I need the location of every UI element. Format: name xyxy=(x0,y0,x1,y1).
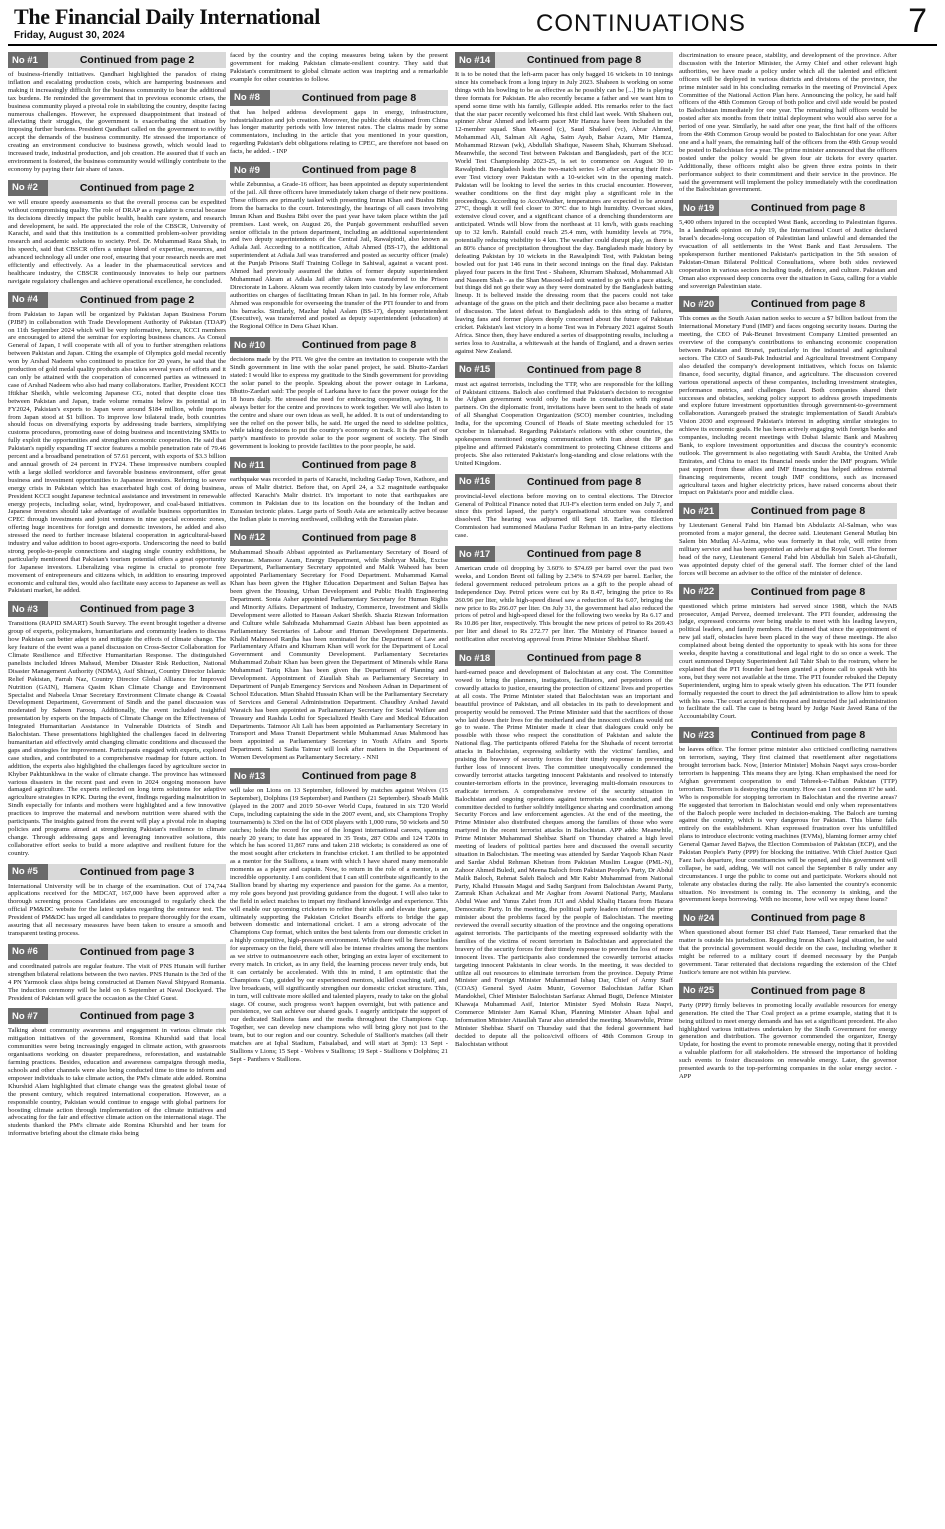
story xyxy=(230,52,448,84)
continued-from-label: Continued from page 8 xyxy=(750,585,866,598)
continued-from-label: Continued from page 8 xyxy=(301,459,417,472)
story xyxy=(679,296,897,497)
story-body: from Pakistan to Japan will be organized by Pakistan Japan Business Forum (PJBF) in collaboration with Trade Development Authority of Pakistan (TDAP) on 11th September 2024 which will be very informative, hence, KCCI members are encouraged to attend the seminar for exploring business chances. As Consul General of Japan, I will cooperate with all of you to further strengthen relations between Pakistan and Japan. Citing the example of Olympics gold medal recently won by Arshad Nadeem who continued to practice for 20 years, he said that the production of gold medal quality products also takes several years of efforts and it can only be attained with the cooperation of concerned parties as witnessed in case of Arshad Nadeem who also had many collaborators. Earlier, President KCCI Iftikhar Sheikh, while welcoming Japanese CG, noted that despite close ties between Pakistan and Japan, trade volume remains below its potential at in FY2024, Pakistan's exports to Japan were around $184 million, while imports from Japan stood at $1 billion. To improve low bilateral trade, both countries should focus on diversifying exports by addressing trade barriers, simplifying customs procedures, promoting ease of doing business and incentivizing SMEs to fully exploit the opportunities and strengthen economic cooperation. He said that Pakistan's rapidly expanding IT sector features a mobile penetration rate of 79.46 percent and a broadband penetration of 57.61 percent, with exports of $3.3 billion and annual growth of 24 percent in FY24. These impressive numbers coupled with a large skilled workforce and favorable business environment, offer great business and investment opportunities to Japanese investors. Referring to severe energy crisis in Pakistan which has exacerbated high cost of doing business, President KCCI sought Japanese technical assistance and investment in renewable energy projects, including solar, wind, hydropower, and coal-based initiatives. Japanese investors should take advantage of available business opportunities in CPEC through investments and joint ventures in nine special economic zones, offering huge incentives for foreign and domestic investors, he added and also stressed the need to further increase bilateral cooperation in agricultural-based industry and value addition to boost agro-exports. Underscoring the need to build strong people-to-people connections and staging single country exhibitions, he particularly mentioned that Pakistan's tourism potential offers a great opportunity for Japanese investors. Liberalizing visa regime is crucial to promote free movement of entrepreneurs and citizens which, in addition to ensuring improved economic and cultural ties, would also facilitate easy access to Japanese as well as Pakistani market, he added. xyxy=(8,310,226,595)
story-body: 5,400 others injured in the occupied West Bank, according to Palestinian figures. In a landmark opinion on July 19, the International Court of Justice declared Israel's decades-long occupation of Palestinian land unlawful and demanded the evacuation of all settlements in the West Bank and East Jerusalem. The spokesperson further mentioned Pakistan's participation in the 5th session of Pakistan-Oman Bilateral Political Consultations, where both sides reviewed cooperation in various sectors including trade, defence, and culture. Pakistan and Oman also expressed deep concerns over the situation in Gaza, calling for a viable and sovereign Palestinian state. xyxy=(679,219,897,290)
masthead xyxy=(8,4,937,46)
continued-from-label: Continued from page 8 xyxy=(750,729,866,742)
story xyxy=(455,474,673,540)
story-number: No #23 xyxy=(679,727,719,743)
story-number: No #19 xyxy=(679,200,719,216)
story-body: that has helped address development gaps in energy, infrastructure, industrialization and job creation. Moreover, the public debt obtained from China has longer maturity periods with low interest rates. The claims made by some commentators, including in the article that you mentioned in your question, regarding Pakistan's debt obligations relating to CPEC, are therefore not based on facts, he added. - INP xyxy=(230,108,448,156)
continued-from-label: Continued from page 8 xyxy=(526,475,642,488)
story-body: American crude oil dropping by 3.60% to $74.69 per barrel over the past two weeks, and London Brent oil falling by 2.34% to $74.69 per barrel. Earlier, the federal government reduced petroleum prices as a gift to the people ahead of Independence Day. Petrol prices were cut by Rs 8.47, bringing the price to Rs 260.96 per liter, while high-speed diesel saw a reduction of Rs 6.07, bringing the new price to Rs 266.07 per liter. On July 31, the government had also reduced the prices of petrol and high-speed diesel for the following two weeks by Rs 6.17 and Rs 10.86 per liter, respectively. This brought the new prices of petrol to Rs 269.43 per liter and diesel to Rs 272.77 per liter. The Ministry of Finance issued a notification after receiving approval from Prime Minister Shehbaz Sharif. xyxy=(455,565,673,644)
story-header xyxy=(455,650,673,666)
story-number: No #12 xyxy=(230,530,270,546)
continued-from-label: Continued from page 8 xyxy=(750,912,866,925)
story-body: decisions made by the PTI. We give the centre an invitation to cooperate with the Sindh government in line with the solar panel project, he said. Bhutto-Zardari stated: I would like to express my gratitude to the Sindh government for providing the solar panel to the people. Speaking about the power outage in Larkana, Bhutto-Zardari said: The people of Larkana have to face the power outage for the 18 hours daily. He stressed the need for embracing cooperation, saying, It is always better for the centre and provinces to work together. We will also listen to the centre and share our own ideas as well, he added. It is out of understanding to see the relief on the power bills, he said. He urged the need to sideline politics, while taking decisions to put the country's economy on track. It is the part of our party's manifesto to provide solar to the poor segment of society. The Sindh government is looking to provide facilities to the poor people, he said. xyxy=(230,356,448,451)
story-number: No #25 xyxy=(679,983,719,999)
story xyxy=(230,457,448,523)
story-body: It is to be noted that the left-arm pacer has only bagged 16 wickets in 10 innings since his comeback from a long injury in July 2023. Shaheen is working on some things with his bowling to be as effective as he possibly can be [...] He is playing three formats for Pakistan. He also recently became a father and we want him to spend some time with his family, Gillespie added. His remarks refer to the fact that the star pacer recently welcomed his first child last week. With Shaheen out, spinner Abrar Ahmed and left-arm pacer Mir Hamza have been included in the 12-member squad. Shan Masood (c), Saud Shakeel (vc), Abrar Ahmed, Mohammad Ali, Salman Ali Agha, Saim Ayub, Babar Azam, Mir Hamza, Mohammad Rizwan (wk), Abdullah Shafique, Naseem Shah, Khurram Shehzad. Meanwhile, the second Test between Pakistan and Bangladesh, part of the ICC World Test Championship 2023-25, is set to commence on August 30 in Rawalpindi. Bangladesh leads the two-match series 1-0 after securing their first-ever Test victory over Pakistan with a 10-wicket win in the opening match. Pakistan will be looking to level the series in this crucial encounter. However, weather conditions on the first day might play a significant role in the proceedings. According to AccuWeather, temperatures are expected to be around 27°C, though it will feel closer to 30°C due to high humidity. Overcast skies, extensive cloud cover, and a significant chance of a drenching thunderstorm are anticipated. Winds will blow from the northeast at 11 km/h, with gusts reaching up to 32 km/h. Rainfall could reach 25.4 mm, with humidity levels at 79%, potentially reducing visibility to 4 km. The weather could disrupt play, as there is an 80% chance of precipitation throughout the day. Bangladesh made history by defeating Pakistan by 10 wickets in the Rawalpindi Test, with Pakistan being bowled out for just 146 runs in their second innings on the final day. Pakistan played four pacers in the first Test - Shaheen, Khurram Shahzad, Mohammad Ali and Naseem Shah - as the Shan Masood-led unit wanted to go with a pace attack, but things did not go their way as they were dominated by the Bangladesh batting lineup. It is believed inside the dressing room that the pacers could not take advantage of the grass on the pitch and their declining pace also became a matter of discussion. The latest defeat to Bangladesh adds to this string of failures, leaving fans and former players deeply concerned about the future of Pakistan cricket. Pakistan's last victory in a home Test was in February 2021 against South Africa. Since then, they have endured a series of disappointing results, including a series loss to Australia, a whitewash at the hands of England, and a drawn series against New Zealand. xyxy=(455,71,673,355)
story xyxy=(679,503,897,577)
story-body: Muhammad Shoaib Abbasi appointed as Parliamentary Secretary of Board of Revenue. Mansoor Azam, Energy Department, while Shehryar Malik, Excise Department, Parliamentary Secretary appointed and Malik Waheed has been appointed Parliamentary Secretary for Food Department. Muhammad Kamal Khan has been given the Higher Education Department and Sultan Bajwa has been given the Housing, Urban Development and Public Health Engineering Department. Sonia Asher appointed Parliamentary Secretary for Human Rights and Minority Affairs. Department of Industry, Commerce, Investment and Skills Development were allotted to Hassan Askari Sheikh. Shazia Rizwan Information and Culture while Sahibzada Muhammad Gazin Abbasi has been appointed as Parliamentary Secretaries of Labour and Human Development Departments. Khalid Mahmood Ranjha has been nominated for the Department of Law and Parliamentary Affairs and Khurram Khan will work for the Department of Local Government and Community Development. Parliamentary Secretaries Muhammad Zubair Khan has been given the Department of Minerals while Rana Muhammad Tariq Khan has been given the Department of Planning and Development. Appointment of Ziaullah Shah as Parliamentary Secretary in Department of Punjab Emergency Services and Nosheen Adnan in Department of School Education. Mian Shahid Hussain Khan will be the Parliamentary Secretary of Services and General Administration Department. Chaudhry Arshad Javaid Waraich has been appointed as Parliamentary Secretary for Social Welfare and Treasury and Rashda Lodhi for Specialized Health Care and Medical Education Departments. Taimoor Ali Lali has been appointed as Parliamentary Secretary in Transport and Mass Transit Department while Muhammad Anas Mahmood has been appointed as Parliamentary Secretary in Youth Affairs and Sports Department. Salmi Sadia Taimur will look after matters in the Department of Women Development as Parliamentary Secretary. - NNI xyxy=(230,548,448,762)
continued-from-label: Continued from page 3 xyxy=(79,865,195,878)
story-header xyxy=(679,983,897,999)
story-header xyxy=(679,584,897,600)
story-body: while Zebunnisa, a Grade-16 officer, has been appointed as deputy superintendent of the jail. All three officers have immediately taken charge of their new positions. These officers are primarily tasked with presenting Imran Khan and Bushra Bibi from the barracks to the court. Interestingly, the hearings of all cases involving Imran Khan and Bushra Bibi over the past year have taken place within the jail premises. Last week, on August 26, the Punjab government reshuffled seven senior officials in the prison department, including an additional superintendent and two deputy superintendents of the Central Jail, Rawalpindi, also known as Adiala Jail. According to a notification, Aftab Ahmed (BS-17), the additional superintendent at Adiala Jail was transferred and posted as security officer (male) at the Punjab Prisons Staff Training College in Sahiwal, against a vacant post. Ahmed had previously assumed the duties of former deputy superintendent Muhammad Akram at Adiala Jail after Akram was transferred to the Prison Directorate in Lahore. Akram was recently taken into custody by law enforcement authorities on charges of facilitating Imran Khan in jail. In his former role, Aftab Ahmed was responsible for overseeing the transfer of the PTI founder to and from his barracks. Similarly, Mazhar Iqbal Aslam (BS-17), deputy superintendent (Executive), was transferred and posted as deputy superintendent (education) at the Regional Office in Dera Ghazi Khan. xyxy=(230,181,448,331)
story-number: No #4 xyxy=(8,292,48,308)
story-number: No #1 xyxy=(8,52,48,68)
story xyxy=(679,584,897,722)
story-number: No #11 xyxy=(230,457,270,473)
story-number: No #7 xyxy=(8,1008,48,1024)
story-body: be leaves office. The former prime minister also criticised conflicting narratives on terrorism, saying, They first claimed that resettlement after negotiations brought terrorism back. Now, [Interior Minister] Mohsin Naqvi says cross-border terrorism is happening. This means they are lying. Khan emphasised the need for Afghan government cooperation to end Tehreek-e-Taliban Pakistan (TTP) terrorism. Terrorism is destroying the country. How can I not condemn it? he said. Who is responsible for stopping terrorism in Balochistan and the riverine areas? He suggested that terrorism in Balochistan would end only when representatives of the Baloch people were included in decision-making. The Baloch are turning against the country, which is very dangerous for Pakistan. This blame falls entirely on the establishment. Khan expressed frustration over his unfulfilled plans to introduce electronic voting machines (EVMs), blaming former army chief General Qamar Javed Bajwa, the Election Commission of Pakistan (ECP), and the Pakistan People's Party (PPP) for blocking the initiative. With Chief Justice Qazi Faez Isa's departure, four constituencies will be opened, and this government will collapse, he said, adding, We will not cancel the September 8 rally under any circumstances. I urge the public to come out and participate. Workers should not tolerate any obstacles during the rally. He also lamented the country's economic situation. No investment is coming in. The economy is sinking, and the government keeps borrowing. With no income, how will we repay these loans? xyxy=(679,746,897,904)
story-header xyxy=(679,200,897,216)
continued-from-label: Continued from page 8 xyxy=(750,202,866,215)
story-number: No #8 xyxy=(230,90,270,106)
story-header xyxy=(230,457,448,473)
story xyxy=(230,337,448,451)
story xyxy=(679,910,897,976)
story-number: No #24 xyxy=(679,910,719,926)
continued-from-label: Continued from page 8 xyxy=(301,91,417,104)
story-body: must act against terrorists, including the TTP, who are responsible for the killing of Pakistani citizens. Baloch also confirmed that Pakistan's decision to recognise the Afghan government would only be made in consultation with regional partners. On the diplomatic front, invitations have been sent to the heads of state of all Shanghai Cooperation Organization (SCO) member countries, including India, for the upcoming Council of Heads of State meeting scheduled for 15 October in Islamabad. Regarding Pakistan's relations with other countries, the spokesperson mentioned ongoing communication with Iran about the IP gas pipeline and affirmed Pakistan's commitment to protecting Chinese citizens and projects. She also reiterated Pakistan's long-standing and close relations with the United Kingdom. xyxy=(455,380,673,467)
story xyxy=(8,864,226,938)
story-number: No #13 xyxy=(230,768,270,784)
story-number: No #20 xyxy=(679,296,719,312)
continued-from-label: Continued from page 2 xyxy=(79,54,195,66)
continued-from-label: Continued from page 8 xyxy=(301,164,417,177)
story-body: questioned which prime ministers had served since 1988, which the NAB prosecutor, Amjad Pervez, deemed irrelevant. The PTI founder, addressing the judge, expressed concerns over being unable to meet with his leading lawyers, political leaders, and family members. He claimed that since the appointment of new jail staff, obstacles have been placed in the way of these meetings. He also complained about being denied the opportunity to speak with his sons for three weeks, despite having a constitutional and legal right to do so once a week. The court summoned Deputy Superintendent Jail Tahir Shah to the rostrum, where he explained that the PTI founder had been granted a phone call to speak with his sons, but they were not available at the time. The PTI founder rebuked the Deputy Superintendent, urging him to speak wisely given his education. The PTI founder formally requested the court to direct the jail administration to allow him to speak with his sons. The court accepted this request and instructed the jail administration to facilitate the call. The case is being heard by Judge Nasir Javed Rana of the Accountability Court. xyxy=(679,602,897,721)
continued-from-label: Continued from page 8 xyxy=(526,54,642,66)
newspaper-title[interactable]: The Financial Daily International xyxy=(14,4,321,29)
continued-from-label: Continued from page 8 xyxy=(526,548,642,561)
story-body: we will ensure speedy assessments so that the overall process can be expedited without compromising quality. The role of DRAP as a regulator is crucial because its decisions directly impact the public health, health care system, and research and development, he said. He appreciated the role of the CBSCR, University of Karachi, and said that this institution is a committed problem-solver providing research and academic solutions to society. Prof. Dr. Muhammad Raza Shah, in his speech, said that CBSCR offers a unique blend of expertise, resources, and advanced technology all under one roof, ensuring that your research needs are met efficiently and effectively. As a leader in the pharmaceutical services and healthcare industry, the CBSCR continuously innovates to help our partners navigate regulatory challenges and achieve operational excellence, he concluded. xyxy=(8,198,226,285)
story-body: provincial-level elections before moving on to central elections. The Director General of Political Finance noted that JUI-F's election term ended on July 7, and since this period lapsed, the party's organisational structure was considered dissolved. The hearing was adjourned till Sept 18. Earlier, the Election Commission had summoned Maulana Fazlur Rehman in an intra-party elections case. xyxy=(455,492,673,540)
story xyxy=(230,90,448,156)
story xyxy=(230,530,448,762)
story xyxy=(8,292,226,596)
continued-from-label: Continued from page 8 xyxy=(301,770,417,783)
story-number: No #2 xyxy=(8,180,48,196)
story-header xyxy=(455,362,673,378)
issue-date: Friday, August 30, 2024 xyxy=(14,30,125,41)
story-number: No #6 xyxy=(8,944,48,960)
story xyxy=(679,52,897,194)
story-body: earthquake was recorded in parts of Karachi, including Gadap Town, Kathore, and areas of Malir district. Before that, on April 24, a 3.2 magnitude earthquake affected Karachi's Malir district. It's important to note that earthquakes are common in Pakistan due to its location on the boundary of the Indian and Eurasian tectonic plates. Large parts of South Asia are seismically active because the Indian plate is moving northward, colliding with the Eurasian plate. xyxy=(230,476,448,523)
story-body: will take on Lions on 13 September, followed by matches against Wolves (15 September), Dolphins (19 September) and Panthers (21 September). Shoaib Malik (played in the 2007 and 2019 50-over World Cups, featured in six T20 World Cups, including captaining the side in the 2007 event, and, six Champions Trophy tournaments) is 33rd on the list of ODI players with 1,000 runs, 50 wickets and 50 catches; holds the record for one of the longest international careers, spanning nearly 20 years; to date has appeared in 35 Tests, 287 ODIs and 124 T20Is in which he has scored 11,867 runs and taken 218 wickets; is considered as one of the most sought after cricketers in franchise cricket. I am thrilled to be appointed as a mentor for the Stallions, a team with which I have shared many memorable moments as a player and captain. Now, to return in the role of a mentor, is an incredible opportunity. I am confident that I can still contribute significantly to the Stallion brand by sharing my experience and passion for the game. As a mentor, my role goes beyond just providing guidance from the dugout. I will also take to the field in select matches to impart my firsthand knowledge and experience. This will enable our upcoming cricketers to refine their skills and elevate their game, ultimately supporting the Pakistan Cricket Board's efforts to bridge the gap between domestic and international cricket. I am a strong advocate of the Champions Cup format, which unites the best talents from our domestic cricket in a highly competitive, high-pressure environment. While there will be fierce battles for supremacy on the field, there will also be intense rivalries among the mentors as we strive to outmanoeuvre each other, bringing an extra layer of excitement to every match. In cricket, as in any field, the learning process never truly ends, but it can certainly be accelerated. With this in mind, I am optimistic that the Champions Cup, guided by our experienced mentors, skilled coaching staff, and live broadcasts, will significantly strengthen our domestic cricket structure. This, in turn, will cultivate more skilled and talented players, ready to take on the global stage. Of course, such progress won't happen overnight, but with patience and persistence, we can achieve our shared goals. I eagerly anticipate the support of our dedicated Stallions fans and the media throughout the Champions Cup. Together, we can develop new champions who will bring glory not just to the team, but to our region and our country. Schedule of Stallion's matches (all their matches are at Iqbal Stadium, Faisalabad, and will start at 3pm): 13 Sept - Stallions v Lions; 15 Sept - Wolves v Stallions; 19 Sept - Stallions v Dolphins; 21 Sept - Panthers v Stallions. xyxy=(230,787,448,1063)
masthead-left xyxy=(14,4,320,41)
story-header xyxy=(230,162,448,178)
story-number: No #21 xyxy=(679,503,719,519)
story-body: hard-earned peace and development of Balochistan at any cost. The Committee vowed to bring the planners, instigators, facilitators, and perpetrators of the cowardly attacks to justice, ensuring the protection of citizens' lives and properties at all costs. The Prime Minister stated that Balochistan was an important and beautiful province of Pakistan, and all obstacles in its path to development and prosperity would be removed. The Prime Minister said that the sacrifices of those who laid down their lives for the motherland and the innocent civilians would not go to waste. The Prime Minister made it clear that dialogues could only be possible with those who respect the constitution of Pakistan and salute the National flag. The participants offered Fateha for the Shuhada of recent terrorist attacks in Balochistan, expressing solidarity with the victims' families, and praising the bravery of security forces for their timely response in preventing further loss of innocent lives. The committee unequivocally condemned the cowardly terrorist attacks targeting innocent Pakistanis and resolved to intensify counter-terrorism efforts in the province, leveraging multi-domain resources to eradicate terrorism. A comprehensive review of the security situation in Balochistan and ongoing operations against terrorists was conducted, and the committee decided to further solidify intelligence sharing and coordination among Security Forces and law enforcement agencies. At the end of the meeting, the Prime Minister also distributed cheques among the families of those who were martyred in the recent terrorist attacks in Balochistan. APP adds: Meanwhile, Prime Minister Muhammad Shehbaz Sharif on Thursday chaired a high level meeting of leaders of political parties here and discussed the overall security situation in Balochistan. The meeting was attended by Sardar Yaqoob Khan Nasir and Sardar Abdul Rehman Khetran from Pakistan Muslim League (PML-N), Zahoor Ahmed Buledi, and Meena Baloch from Pakistan People's Party, Dr Abdul Malik Baloch, Rehmat Saleh Baloch and Mir Kabir Muhammad from National Party, Khalid Hussain Magsi and Sadiq Sanjrani from Balochistan Awami Party, Zamrak Khan Achakzai and Mr Asghar from Awami National Party, Maulana Abdul Wase and Yunus Zahri from JUI and Abdul Khaliq Hazara from Hazara Democratic Party. In the meeting, the political party leaders informed the prime minister about the problems faced by the people of Balochistan. The meeting reviewed the overall security situation of the province and the ongoing operations against terrorists. The participants of the meeting expressed solidarity with the families of the victims of recent terrorism in Balochistan and appreciated the bravery of the security forces for their timely response to prevent the loss of more innocent lives. The participants also condemned the cowardly terrorist attacks targeting innocent Pakistanis in clear words. In the meeting, it was decided to utilize all out resources to eliminate terrorism from the province. Deputy Prime Minister and Foreign Minister Muhammad Ishaq Dar, Chief of Army Staff (COAS) General Syed Asim Munir, Governor Balochistan Jaffar Khan Mandokhel, Chief Minister Balochistan Sarfaraz Ahmad Bugti, Defence Minister Khawaja Muhammad Asif, Interior Minister Syed Mohsin Raza Naqvi, Commerce Minister Jam Kamal Khan, Planning Minister Ahsan Iqbal and Information Minister Attaullah Tarar also attended the meeting. Meanwhile, Prime Minister Shehbaz Sharif on Thursday said that the federal government had decided to depute all the police/civil officers of 48th Common Group in Balochistan without xyxy=(455,669,673,1048)
continued-from-label: Continued from page 8 xyxy=(526,363,642,376)
story xyxy=(8,1008,226,1138)
story-number: No #5 xyxy=(8,864,48,880)
story xyxy=(8,944,226,1003)
column-3 xyxy=(455,52,673,1524)
story-number: No #15 xyxy=(455,362,495,378)
continued-from-label: Continued from page 8 xyxy=(750,298,866,311)
column-1 xyxy=(8,52,226,1524)
story-header xyxy=(455,474,673,490)
story-header xyxy=(8,180,226,196)
story-header xyxy=(230,90,448,106)
story xyxy=(230,162,448,331)
story xyxy=(455,546,673,644)
story-header xyxy=(8,1008,226,1024)
story-number: No #18 xyxy=(455,650,495,666)
continued-from-label: Continued from page 3 xyxy=(79,1010,195,1023)
column-2 xyxy=(230,52,448,1524)
story-header xyxy=(8,52,226,68)
story xyxy=(8,180,226,286)
continued-from-label: Continued from page 8 xyxy=(301,339,417,352)
story xyxy=(679,983,897,1081)
story-number: No #22 xyxy=(679,584,719,600)
story-header xyxy=(230,530,448,546)
continued-from-label: Continued from page 2 xyxy=(79,293,195,306)
story-header xyxy=(8,601,226,617)
column-4 xyxy=(679,52,897,1524)
story-number: No #14 xyxy=(455,52,495,68)
story-number: No #17 xyxy=(455,546,495,562)
continued-from-label: Continued from page 3 xyxy=(79,603,195,616)
story-number: No #9 xyxy=(230,162,270,178)
continued-from-label: Continued from page 8 xyxy=(526,652,642,665)
story-body: of business-friendly initiatives. Qandhari highlighted the paradox of rising inflation and escalating production costs, which are hampering businesses and making it increasingly difficult for the business community to bear the additional tax burdens. He reminded the government that in previous economic crises, the business community played a pivotal role in stabilizing the country, despite facing numerous challenges. However, he expressed disappointment that instead of alleviating their struggles, the government is exacerbating the situation by imposing further burdens. President Qandhari called on the government to swiftly accept the demands of the business community. He stressed the importance of creating an environment conducive to business growth, which would lead to increased trade, industrial production, and job creation. He assured that if such an environment is fostered, the business community would willingly contribute to the economy by paying their fair share of taxes. xyxy=(8,71,226,173)
story-header xyxy=(679,503,897,519)
story-header xyxy=(679,727,897,743)
story-header xyxy=(230,768,448,784)
story-body: Party (PPP) firmly believes in promoting locally available resources for energy generation. He cited the Thar Coal project as a prime example, stating that it is being utilized to meet energy demands and has set a significant precedent. He also highlighted various initiatives undertaken by the Sindh Government for energy generation and distribution. The governor commended the organizer, Energy Update, for hosting the event to promote renewable energy, noting that it provided a valuable platform for all stakeholders. He stressed the importance of holding such events to foster discussions on renewable energy. Later, the governor presented awards to the top-performing companies in the solar energy sector. - APP xyxy=(679,1001,897,1080)
continued-from-label: Continued from page 8 xyxy=(750,505,866,518)
story xyxy=(230,768,448,1064)
story-number: No #3 xyxy=(8,601,48,617)
story xyxy=(8,52,226,174)
story-header xyxy=(679,296,897,312)
story xyxy=(455,52,673,356)
section-title: CONTINUATIONS xyxy=(536,10,746,37)
story-header xyxy=(230,337,448,353)
story-header xyxy=(8,292,226,308)
story-header xyxy=(8,864,226,880)
story-body: Transitions (RAPID SMART) South Survey. The event brought together a diverse group of experts, policymakers, humanitarians and community leaders to discuss how Pakistan can better adapt to and mitigate the effects of climate change. The key feature of the event was a panel discussion on Cross-Sector Collaboration for Climate Resilience and Effective Humanitarian Response. The distinguished panelists included Idrees Mahsud, Member Disaster Risk Reduction, National Disaster Management Authority (NDMA), Asif Shirazi, Country Director Islamic Relief Pakistan, Farrah Naz, Country Director Global Alliance for Improved Nutrition (GAIN), Hamera Qasim Khan Climate Change and Environment Specialist and Nabeela Umar Secretary Environment Climate change & Coastal Development Department, Government of Sindh and the panel discussion was moderated by Sabeen Farooq. Additionally, the event included insightful presentation by experts on the Impacts of Climate Change on the Effectiveness of Integrated Humanitarian Assistance in Vulnerable Districts of Sindh and Balochistan. These presentations highlighted the challenges faced in delivering humanitarian aid effectively amid changing climatic conditions and discussed the gaps and strategies for improvement. Participants engaged with experts, explored case studies, and contributed to a comprehensive roadmap for future action. In addition, the experts also highlighted the challenges faced by agriculture sector in Khyber Pakhtunkhwa in the wake of climate change. The province has witnessed various disasters in the recent past and even in 2024 ongoing monsoon have damaged agriculture. The experts reflected on long term solutions for adaptive agriculture strategies in KPK. During the event, findings regarding malnutrition in Sindh especially for infants and mothers were highlighted and a few innovative practices to improve the maternal and newborn nutrition were shared with the participants. The insights gained from the event will play a pivotal role in shaping policies and programs aimed at strengthening Pakistan's resilience to climate change. Through addressing gaps and leveraging innovative solutions, this collaborative effort seeks to build a more adaptive and resilient future for the country. xyxy=(8,620,226,857)
continued-from-label: Continued from page 3 xyxy=(79,945,195,958)
story-number: No #16 xyxy=(455,474,495,490)
story-number: No #10 xyxy=(230,337,270,353)
continued-from-label: Continued from page 8 xyxy=(301,531,417,544)
continued-from-label: Continued from page 8 xyxy=(750,984,866,997)
continued-from-label: Continued from page 2 xyxy=(79,181,195,194)
story-body: faced by the country and the coping measures being taken by the present government for making Pakistan climate-resilient country. They said that Pakistan's commitment to global climate action was inspiring and a remarkable example for other countries to follow. xyxy=(230,52,448,83)
story-body: by Lieutenant General Fahd bin Hamad bin Abdulaziz Al-Salman, who was promoted from a major general, the decree said. Lieutenant General Mutlaq bin Salem bin Mutlaq Al-Azima, who was formerly in that role, will retire from military service and has been appointed an adviser at the Royal Court. The former head of the navy, Lieutenant General Fahd bin Abdullah bin Saleh al-Ghufaili, was appointed deputy chief of the general staff. The former chief of the land forces will become an adviser to the office of the minister of defence. xyxy=(679,522,897,577)
story-header xyxy=(8,944,226,960)
story-body: When questioned about former ISI chief Faiz Hameed, Tarar remarked that the matter is outside his jurisdiction. Regarding Imran Khan's legal situation, he said that the provincial government would decide on the case, including whether it might be referred to a military court if deemed necessary by the Punjab government. Tarar reiterated that decisions regarding the extension of the Chief Justice's tenure are not within his purview. xyxy=(679,929,897,976)
story-body: and coordinated patrols are regular feature. The visit of PNS Hunain will further strengthen bilateral relations between the two navies. PNS Hunain is the 3rd of the 4 PN Yarmook class ships being constructed at Damen Naval Shipyard Romania. The induction ceremony will be held on 6 September at Naval Dockyard. The President of Pakistan will grace the occasion as the Chief Guest. xyxy=(8,962,226,1002)
story xyxy=(679,200,897,290)
story-body: International University will be in charge of the examination. Out of 174,744 applications received for the MDCAT, 167,000 have been approved after a thorough screening process Candidates are encouraged to regularly check the official PM&DC website for the latest updates regarding the entrance test. The President of PM&DC has urged all candidates to prepare thoroughly for the exam, assuring that all necessary measures have been taken to ensure a smooth and transparent testing process. xyxy=(8,882,226,937)
story-header xyxy=(455,546,673,562)
story-header xyxy=(455,52,673,68)
story-body: discrimination to ensure peace, stability, and development of the province. After discussion with the Interior Minister, the Army Chief and other relevant high authorities, we have made a policy under which all the talented and efficient officers will be deployed in various districts and divisions of the province, the prime minister said in his concluding remarks in the meeting of Provincial Apex Committee of the National Action Plan here. Announcing the policy, he said half officers of the 48th Common Group of both police and civil side would be posted to Balochistan immediately for one year. The remaining half officers would be posted after six months from their initial deployment who would also serve for a period of one year. Similarly, he said after one year, the first half of the officers from the 49th Common Group would be posted to Balochistan for one year. After one and a half years, the remaining half of the officers from the 49th Group would be posted to Balochistan for a year. The prime minister announced that the officers posted under the policy would be given four air tickets for every quarter. Additionally, these officers might also be given three extra points in their performance subject to their commitment and their service in the province. He said the government will implement the policy immediately with the coordination of the Balochistan government. xyxy=(679,52,897,194)
story-body: Talking about community awareness and engagement in various climate risk mitigation initiatives of the government, Romina Khurshid said that local communities were being increasingly engaged in climate action, with grassroots organisations working on disaster preparedness, reforestation, and sustainable farming practices. Besides, education and awareness campaigns through media, schools and other channels were also being conducted time to time to inform and empower individuals to take climate action, the PM's climate aide added. Romina Khurshid Alam highlighted that climate change was the greatest global issue of the present century, which required international cooperation. However, as a responsible country, Pakistan would continue to engage with global partners for boosting climate action through implementation of the climate initiatives and advocating for the fair and effective climate action on the international stage. The students thanked the PM's climate aide Romina Khurshid and her team for informative briefing about the climate risks being xyxy=(8,1027,226,1138)
story xyxy=(679,727,897,904)
story xyxy=(455,362,673,468)
story xyxy=(455,650,673,1049)
story-body: This comes as the South Asian nation seeks to secure a $7 billion bailout from the International Monetary Fund (IMF) and faces ongoing security issues. During the meeting, the CEO of Pak-Brunei Investment Company Limited presented an overview of the company's contributions to enhancing economic cooperation between Pakistan and Brunei, particularly in the industrial and agricultural sectors. The CEO of Saudi-Pak Industrial and Agricultural Investment Company also detailed the company's development initiatives, which focus on Islamic finance, food security, digital finance, and agriculture. The discussion covered various operational aspects of these companies, including investment strategies, performance metrics, and challenges faced. Both companies shared their successes and obstacles, seeking policy support to address growth impediments and explore future investment opportunities through government-to-government collaboration. Aurangzeb praised the strategic implementation of Saudi Arabia's Vision 2030 and expressed Pakistan's interest in adopting similar strategies to achieve its economic goals. He has been actively engaging with foreign banks and companies, including recent meetings with Dubai Islamic Bank and Mashreq Bank, to explore investment opportunities and discuss the country's economic outlook. The government is also negotiating with Saudi Arabia, the United Arab Emirates, and China to enact its financial needs under the IMF program. While past support from these allies and IMF financing has helped address external financing requirements, recent tough IMF conditions, such as increased agricultural taxes and higher electricity prices, have raised concerns about their impact on Pakistan's poor and middle class. xyxy=(679,315,897,497)
page-number: 7 xyxy=(908,2,927,40)
story xyxy=(8,601,226,857)
story-header xyxy=(679,910,897,926)
